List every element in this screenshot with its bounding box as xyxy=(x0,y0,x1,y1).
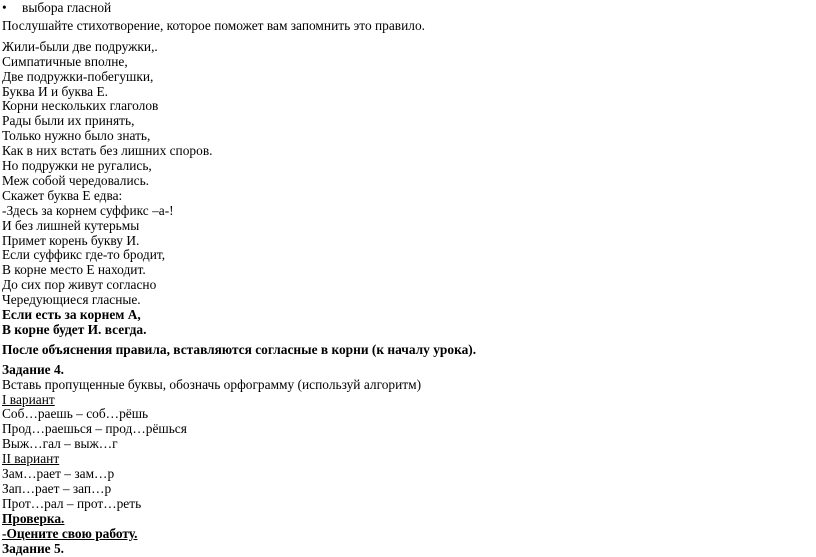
evaluate-heading: -Оцените свою работу. xyxy=(2,525,138,541)
intro-text: Послушайте стихотворение, которое поможет вам запомнить это правило. xyxy=(2,17,426,33)
poem-line: Только нужно было знать, xyxy=(2,128,151,144)
check-heading: Проверка. xyxy=(2,510,65,526)
poem-line: Если суффикс где-то бродит, xyxy=(2,247,166,263)
exercise-item: Прод…раешься – прод…рёшься xyxy=(2,421,187,437)
rule-line: Если есть за корнем А, xyxy=(2,307,141,322)
variant1-heading: I вариант xyxy=(2,391,55,407)
task4-title: Задание 4. xyxy=(2,361,64,377)
poem-line: Рады были их принять, xyxy=(2,113,135,129)
variant2-heading: II вариант xyxy=(2,451,60,467)
poem-line: Но подружки не ругались, xyxy=(2,158,152,173)
poem-line: -Здесь за корнем суффикс –а-! xyxy=(2,202,174,218)
poem-line: Жили-были две подружки,. xyxy=(2,38,158,54)
poem-line: До сих пор живут согласно xyxy=(2,277,157,293)
exercise-item: Зам…рает – зам…р xyxy=(2,466,115,481)
poem-line: Буква И и буква Е. xyxy=(2,83,108,99)
task5-title: Задание 5. xyxy=(2,540,64,556)
after-explanation-note: После объяснения правила, вставляются согласные в корни (к началу урока). xyxy=(2,341,477,357)
exercise-item: Зап…рает – зап…р xyxy=(2,480,112,496)
exercise-item: Соб…раешь – соб…рёшь xyxy=(2,406,149,422)
poem-line: Меж собой чередовались. xyxy=(2,172,150,188)
bullet-marker: • xyxy=(2,0,7,15)
bullet-text: выбора гласной xyxy=(22,0,112,15)
poem-line: Две подружки-побегушки, xyxy=(2,68,154,84)
poem-line: В корне место Е находит. xyxy=(2,262,146,278)
poem-line: И без лишней кутерьмы xyxy=(2,217,140,233)
exercise-item: Выж…гал – выж…г xyxy=(2,436,118,452)
rule-line: В корне будет И. всегда. xyxy=(2,321,147,337)
poem-line: Как в них встать без лишних споров. xyxy=(2,143,213,159)
poem-line: Симпатичные вполне, xyxy=(2,53,128,69)
task4-instruction: Вставь пропущенные буквы, обозначь орфограмму (используй алгоритм) xyxy=(2,376,422,392)
exercise-item: Прот…рал – прот…реть xyxy=(2,495,142,511)
poem-line: Скажет буква Е едва: xyxy=(2,187,123,203)
poem-line: Корни нескольких глаголов xyxy=(2,98,159,114)
poem-line: Чередующиеся гласные. xyxy=(2,292,141,308)
poem-line: Примет корень букву И. xyxy=(2,232,140,248)
